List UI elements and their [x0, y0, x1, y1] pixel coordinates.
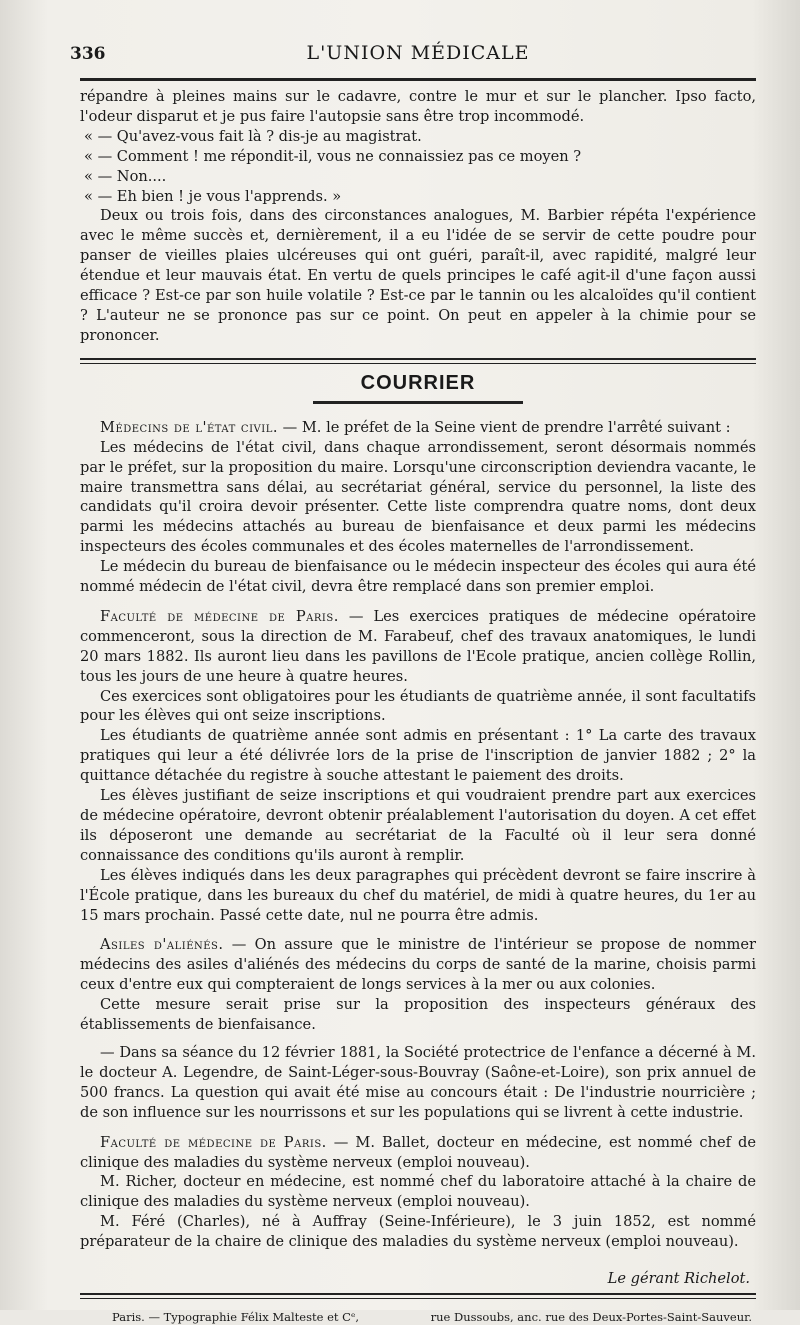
section-title-rule	[313, 401, 523, 404]
news-paragraph: Le médecin du bureau de bienfaisance ou le médecin inspecteur des écoles qui aura été nommé médecin de l'état civil, devra être remplacé dans son premier emploi.	[80, 558, 756, 596]
news-paragraph: Asiles d'aliénés. — On assure que le ministre de l'intérieur se propose de nommer médecins des asiles d'aliénés des médecins du corps de santé de la marine, choisis parmi ceux d'entre eux qui compteraient de longs services à la mer ou aux colonies.	[80, 936, 757, 994]
signature	[80, 1270, 756, 1287]
news-paragraph: Les étudiants de quatrième année sont admis en présentant : 1° La carte des travaux pratiques qui leur a été délivrée lors de la prise de l'inscription de janvier 1882 ; 2° la quittance détachée du registre à souche attestant le paiement des droits.	[80, 727, 756, 785]
intro-line: « — Non....	[84, 167, 167, 185]
news-paragraph: Médecins de l'état civil. — M. le préfet de la Seine vient de prendre l'arrêté suivant :	[100, 418, 731, 436]
news-paragraph: Les élèves justifiant de seize inscriptions et qui voudraient prendre part aux exercices de médecine opératoire, devront obtenir préalablement l'autorisation du doyen. A cet effet ils déposeront une demande au secrétariat de la Faculté où il leur sera donné connaissance des conditions qu'ils auront à remplir.	[80, 787, 756, 864]
news-item	[80, 418, 756, 597]
intro-line: « — Eh bien ! je vous l'apprends. »	[84, 187, 342, 205]
signature-text: Le gérant Richelot.	[607, 1270, 750, 1288]
news-text: Les exercices pratiques de médecine opératoire commenceront, sous la direction de M. Farabeuf, chef des travaux anatomiques, le lundi 20 mars 1882. Ils auront lieu dans les pavillons de l'Ecole pratique, ancien collège Rollin, tous les jours de une heure à quatre heures.	[80, 607, 756, 685]
news-text: M. le préfet de la Seine vient de prendre l'arrêté suivant :	[301, 418, 731, 436]
running-head	[70, 36, 756, 70]
footer-rule	[80, 1293, 756, 1299]
intro-line: « — Qu'avez-vous fait là ? dis-je au magistrat.	[84, 127, 422, 145]
news-text: M. Ballet, docteur en médecine, est nommé chef de clinique des maladies du système nerveux (emploi nouveau).	[80, 1133, 756, 1171]
intro-closing: Deux ou trois fois, dans des circonstances analogues, M. Barbier répéta l'expérience avec le même succès et, dernièrement, il a eu l'idée de se servir de cette poudre pour panser de vieilles plaies ulcéreuses qui ont guéri, paraît-il, avec rapidité, malgré leur étendue et leur mauvais état. En vertu de quels principes le café agit-il d'une façon aussi efficace ? Est-ce par son huile volatile ? Est-ce par le tannin ou les alcaloïdes qu'il contient ? L'auteur ne se prononce pas sur ce point. On peut en appeler à la chimie pour se prononcer.	[80, 207, 756, 344]
news-paragraph: Faculté de médecine de Paris. — M. Ballet, docteur en médecine, est nommé chef de clinique des maladies du système nerveux (emploi nouveau).	[80, 1133, 756, 1171]
header-rule	[80, 78, 756, 81]
news-paragraph: Faculté de médecine de Paris. — Les exercices pratiques de médecine opératoire commenceront, sous la direction de M. Farabeuf, chef des travaux anatomiques, le lundi 20 mars 1882. Ils auront lieu dans les pavillons de l'Ecole pratique, ancien collège Rollin, tous les jours de une heure à quatre heures.	[80, 607, 756, 685]
news-paragraph: Les médecins de l'état civil, dans chaque arrondissement, seront désormais nommés par le préfet, sur la proposition du maire. Lorsqu'une circonscription deviendra vacante, le maire transmettra sans délai, au secrétariat général, service du personnel, la liste des candidats qu'il croira devoir présenter. Cette liste comprendra quatre noms, dont deux parmi les médecins attachés au bureau de bienfaisance et deux parmi les médecins inspecteurs des écoles communales et des écoles maternelles de l'arrondissement.	[80, 438, 756, 556]
section-title: COURRIER	[360, 371, 476, 394]
imprint-left: Paris. — Typographie Félix Malteste et Cᵉ,	[112, 1310, 360, 1325]
news-text: On assure que le ministre de l'intérieur se propose de nommer médecins des asiles d'aliénés des médecins du corps de santé de la marine, choisis parmi ceux d'entre eux qui compteraient de longs services à la mer ou aux colonies.	[80, 936, 757, 994]
running-title: L'UNION MÉDICALE	[306, 42, 530, 64]
news-paragraph: M. Féré (Charles), né à Auffray (Seine-Inférieure), le 3 juin 1852, est nommé préparateur de la chaire de clinique des maladies du système nerveux (emploi nouveau).	[80, 1213, 756, 1251]
news-paragraph: M. Richer, docteur en médecine, est nommé chef du laboratoire attaché à la chaire de clinique des maladies du système nerveux (emploi nouveau).	[80, 1173, 756, 1211]
news-item	[80, 607, 756, 926]
printer-imprint	[80, 1305, 756, 1325]
news-item	[80, 1133, 756, 1252]
intro-section	[80, 87, 756, 346]
news-paragraph: Cette mesure serait prise sur la proposition des inspecteurs généraux des établissements de bienfaisance.	[80, 996, 756, 1034]
news-heading: Faculté de médecine de Paris.	[100, 607, 339, 625]
intro-line: répandre à pleines mains sur le cadavre, contre le mur et sur le plancher. Ipso facto, l'odeur disparut et je pus faire l'autopsie sans être trop incommodé.	[80, 88, 756, 125]
section-divider	[80, 358, 756, 364]
news-paragraph: Les élèves indiqués dans les deux paragraphes qui précèdent devront se faire inscrire à l'École pratique, dans les bureaux du chef du matériel, de midi à quatre heures, du 1er au 15 mars prochain. Passé cette date, nul ne pourra être admis.	[80, 866, 756, 924]
news-heading: Asiles d'aliénés.	[100, 936, 224, 954]
imprint-right: rue Dussoubs, anc. rue des Deux-Portes-Saint-Sauveur.	[430, 1310, 752, 1325]
news-paragraph: — Dans sa séance du 12 février 1881, la Société protectrice de l'enfance a décerné à M. le docteur A. Legendre, de Saint-Léger-sous-Bouvray (Saône-et-Loire), son prix annuel de 500 francs. La question qui avait été mise au concours était : De l'industrie nourricière ; de son influence sur les nourrissons et sur les populations qui se livrent à cette industrie.	[80, 1043, 756, 1121]
news-heading: Faculté de médecine de Paris.	[100, 1133, 327, 1151]
page-number: 336	[70, 44, 106, 64]
news-heading: Médecins de l'état civil.	[100, 418, 278, 436]
news-item	[80, 935, 756, 1122]
news-paragraph: Ces exercices sont obligatoires pour les étudiants de quatrième année, il sont facultatifs pour les élèves qui ont seize inscriptions.	[80, 687, 756, 725]
intro-line: « — Comment ! me répondit-il, vous ne connaissiez pas ce moyen ?	[84, 147, 582, 165]
